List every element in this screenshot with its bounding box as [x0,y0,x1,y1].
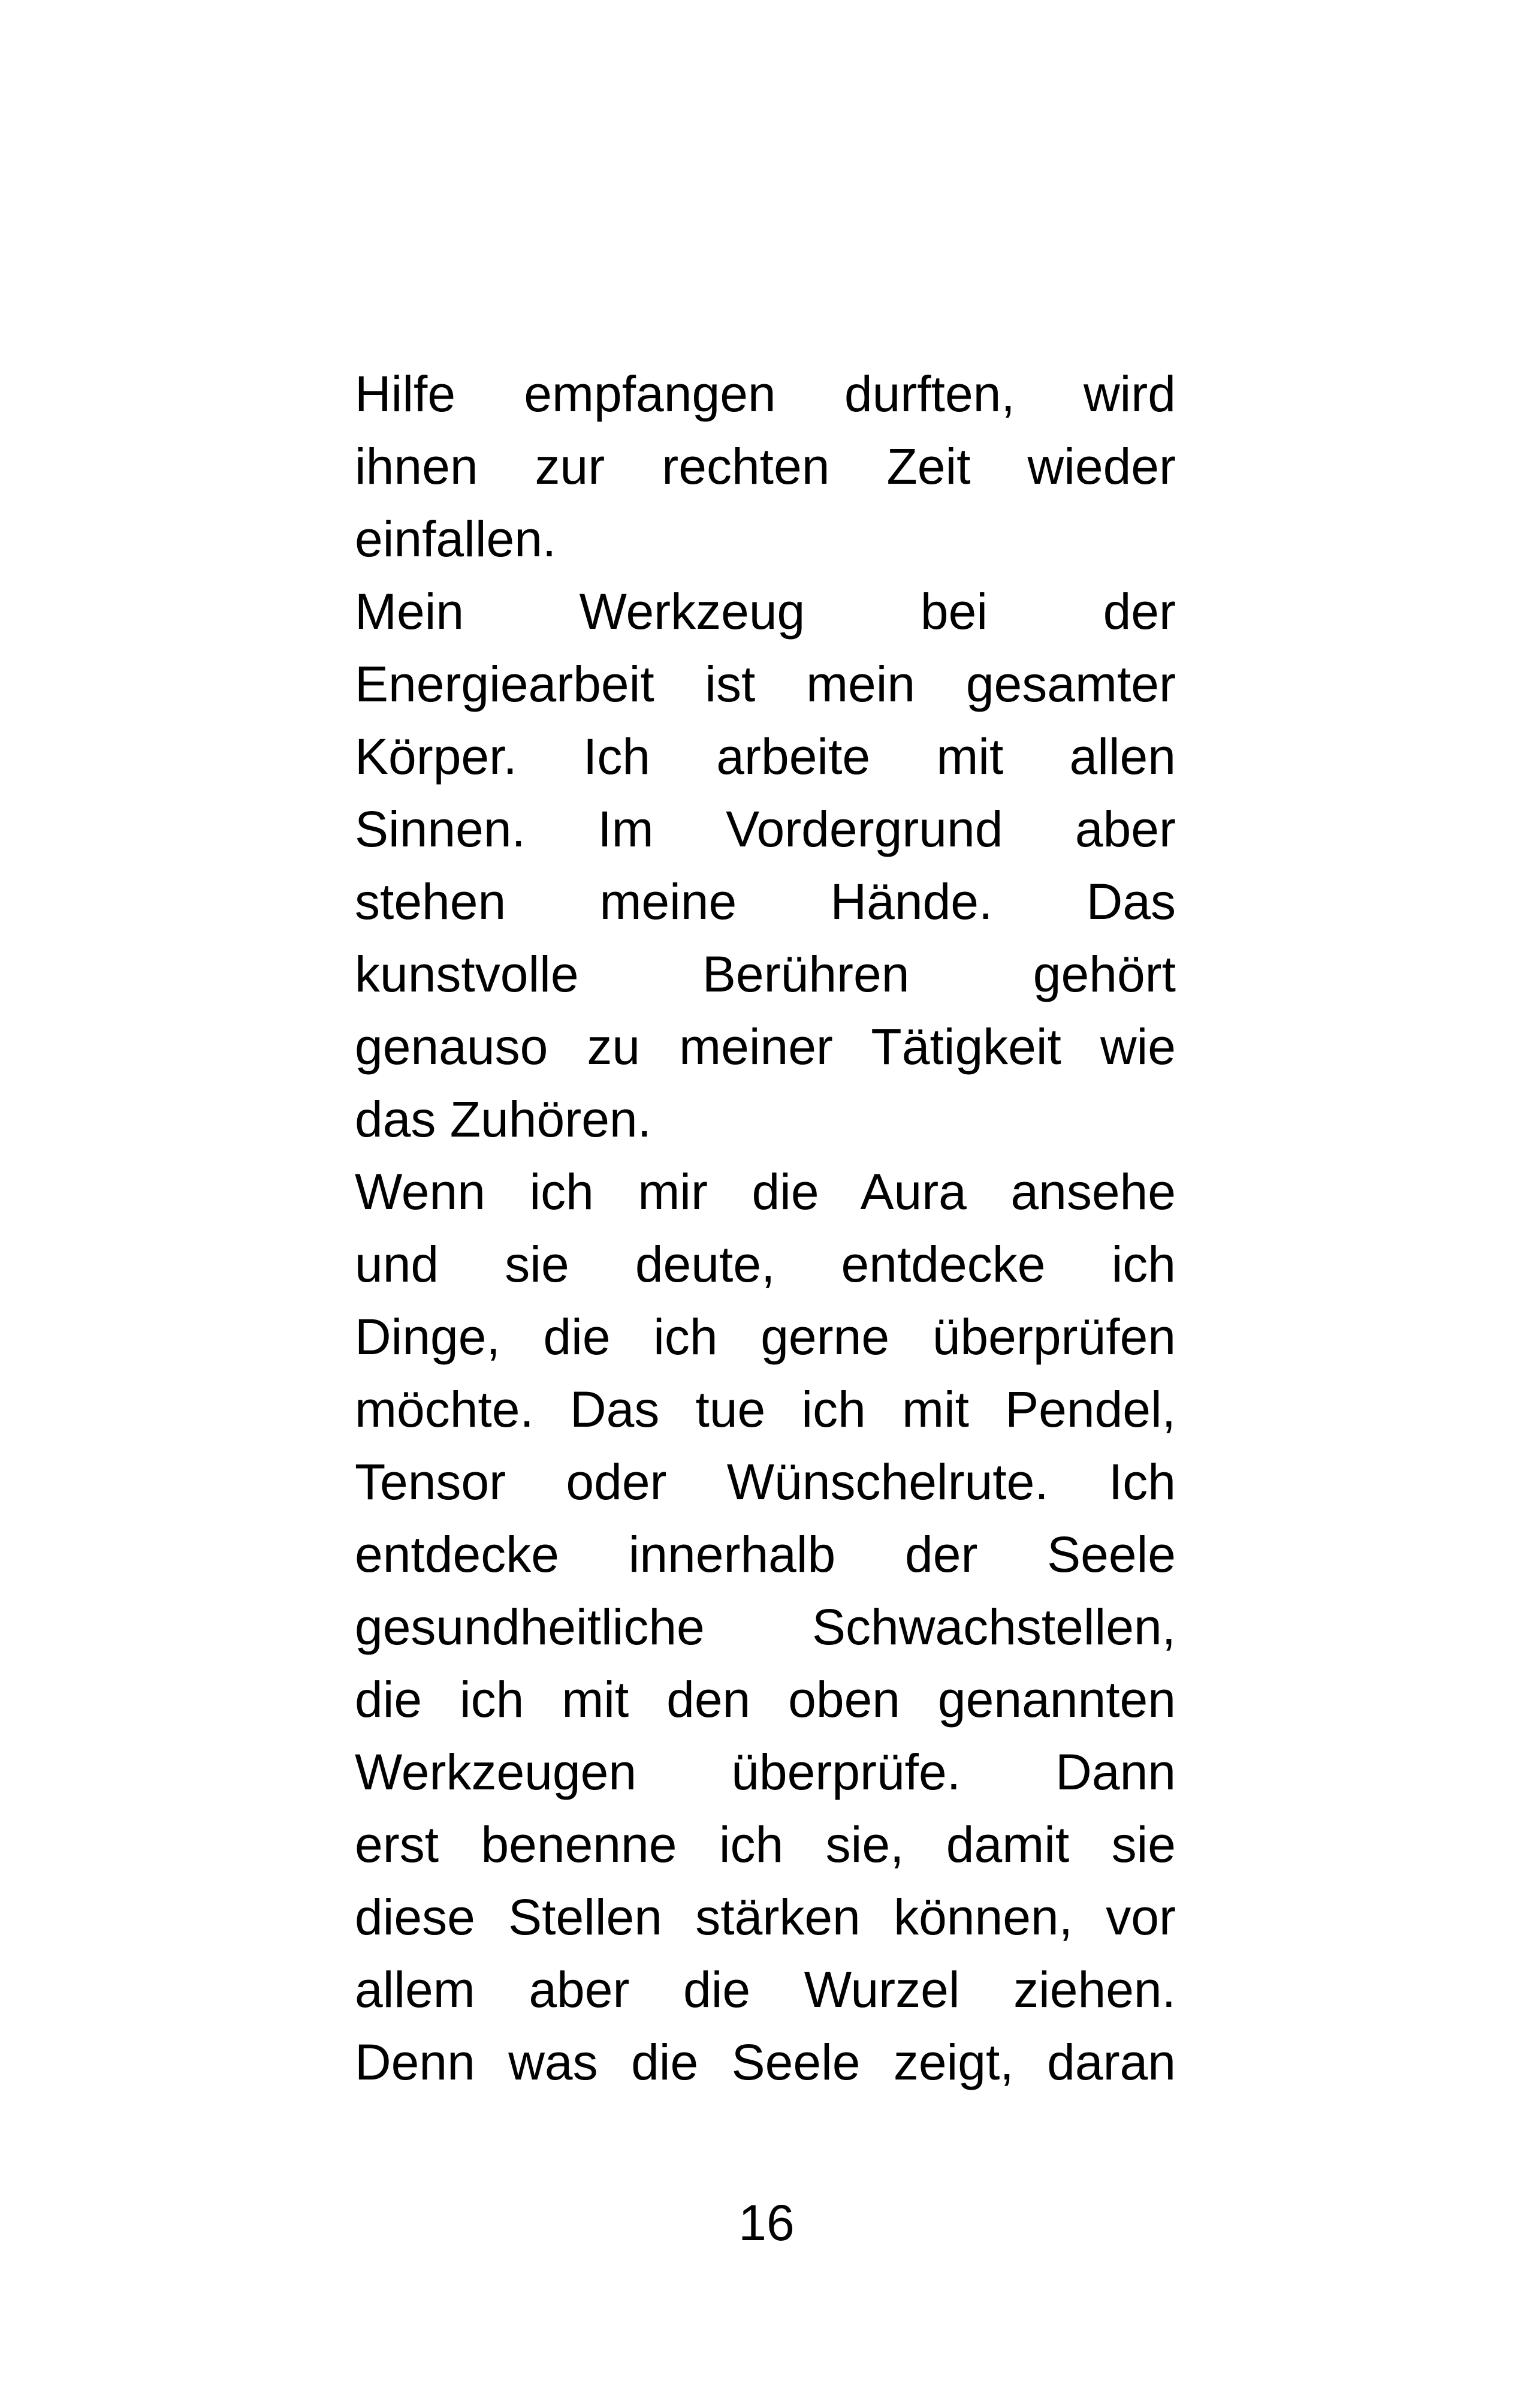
text-line: die ich mit den oben genannten [355,1671,1176,1728]
text-line: Werkzeugen überprüfe. Dann [355,1744,1176,1800]
text-line: das Zuhören. [355,1091,651,1147]
body-text [355,358,1176,2099]
text-line: Körper. Ich arbeite mit allen [355,728,1176,785]
text-line: einfallen. [355,511,557,567]
text-line: Wenn ich mir die Aura ansehe [355,1164,1176,1220]
text-line: kunstvolle Berühren gehört [355,946,1176,1002]
text-line: gesundheitliche Schwachstellen, [355,1599,1176,1655]
text-line: entdecke innerhalb der Seele [355,1526,1176,1583]
text-line: und sie deute, entdecke ich [355,1236,1176,1292]
text-line: genauso zu meiner Tätigkeit wie [355,1018,1176,1075]
text-line: allem aber die Wurzel ziehen. [355,1961,1176,2018]
text-line: erst benenne ich sie, damit sie [355,1816,1176,1873]
text-line: ihnen zur rechten Zeit wieder [355,438,1176,495]
text-line: Mein Werkzeug bei der [355,583,1176,640]
text-line: Hilfe empfangen durften, wird [355,366,1176,422]
text-line: Denn was die Seele zeigt, daran [355,2034,1176,2090]
text-line: stehen meine Hände. Das [355,873,1176,930]
text-line: Dinge, die ich gerne überprüfen [355,1309,1176,1365]
text-line: möchte. Das tue ich mit Pendel, [355,1381,1176,1437]
text-line: Energiearbeit ist mein gesamter [355,656,1176,712]
page-number: 16 [738,2195,795,2251]
text-line: diese Stellen stärken können, vor [355,1889,1176,1945]
text-line: Sinnen. Im Vordergrund aber [355,801,1176,857]
text-line: Tensor oder Wünschelrute. Ich [355,1454,1176,1510]
